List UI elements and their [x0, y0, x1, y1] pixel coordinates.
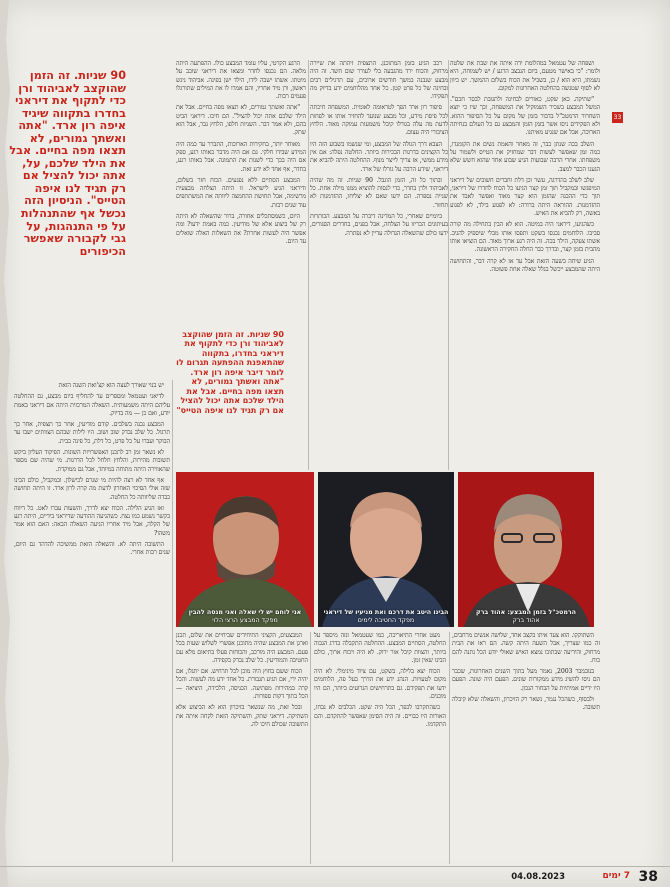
column-divider — [310, 632, 311, 864]
article-paragraph: כשהגיעו, דיראני היה במיטה. הוא לא הבין בתחילה מה קורה סביבו. הלוחמים נכנסו בשקט ותפסו אותו מבלי שיספיק להגיב. אשתו צעקה, הילד בכה. זה היה רגע ארוך מאוד. הם הוציאו אותו מהבית בזמן קצר, ובדרך כבר החלה החקירה הראשונה. — [450, 221, 600, 254]
photo-strip — [176, 472, 594, 627]
caption-title: אני לוחם יש לי שאלה ואני מנסה להבין — [188, 609, 302, 616]
portrait-image — [176, 472, 314, 627]
article-paragraph: בנובמבר 2003, נאמר מעל בתוך השנים האחרונות, שכבר הם ניסו להשיג מידע ממקורות שונים. הפעם היה שונה. הפעם היו ידיים אמיתיות על הבחור הנכון. — [452, 668, 600, 692]
pull-quote-secondary: 90 שניות. זה הזמן שהוקצב לאביהוד ורן כדי לתקוף את דיראני בחדרו, בתקווה שהתאפנת ההפתעה תגרום לו לומר דיבר איפה רון ארד. "אתה ואשתך גמורים, לא תצאו מפה בחיים. אבל את הילד שלכם אתה יכול להציל אם רק תגיד לנו איפה הטייס" — [176, 330, 284, 415]
section-name: 7 ימים — [602, 871, 630, 881]
caption-title: הרמטכ"ל בזמן המבצע: אהוד ברק — [475, 609, 577, 616]
article-paragraph: מעט אחרי התיאריכה, כמו שעטמאל ונזה מיספר על החלטה, הסתיים המבצע. ההחלטה התקבלה בדרג הגבוה ביותר, והצוות קיבל אור ירוק. לא היה ויכוח ארוך, כולם הבינו שאין זמן. — [314, 632, 446, 664]
article-paragraph: לא נשאר זמן רב לתכנן האפשרויות השונות. הפיקוד העליון ביקש תשובות מהירות, והלחץ חלחל לכל הדרגות. מי שהיה שם מספר שהאווירה היתה מתוחה במיוחד, אבל גם ממוקדת. — [14, 449, 170, 473]
pull-quote-main: 90 שניות. זה הזמן שהוקצב לאביהוד ורן כדי לתקוף את דיראני בחדרו בתקווה שיגיד איפה רון ארד. "אתה ואשתך גמורים, לא תצאו מפה בחיים. אבל את הילד שלכם, על, אתה יכול להציל אם רק תגיד לנו איפה הטייס". הניסיון הזה נכשל אף שהתנהלות על פי התנהגות, על גבי לקבורה שאפשר הכיפורים — [9, 69, 126, 258]
caption-name: אהוד ברק — [512, 617, 540, 624]
photo-caption — [176, 609, 314, 625]
article-paragraph: ובכל זאת, מה שנשאר בזיכרון הוא לא הביצוע אלא השתיקה. דיראני שתק, והשתיקה הזאת לקחה איתה את התשובה שכולם חיכו לה. — [176, 704, 308, 728]
page-footer — [0, 866, 670, 887]
article-paragraph: הכוח ששם בחוץ היה מוכן לכל תרחיש. אם יתגלו, אם יהיה ירי, אם תגיע תגבורת. כל אחד ידע מה לעשות. והכל קרה במהירות מפתיעה. הכניסה, הלכידה, היציאה — הכל בתוך דקות ספורות. — [176, 668, 308, 701]
photo-caption — [458, 609, 594, 625]
caption-name: מפקד החטיבה לימים — [357, 617, 415, 624]
article-paragraph: השלב בכה שנתן כבר, זה מאחר והאמת נשים את הקומנדו, כמה זמן שאפשר לעשות דבר שמחזיק את הטייס ולשמור על משפחתו. אחרי הרבה שבועות הגיע שבוע אחד שהוא חשש שלא הגענו הכבר למצב. — [450, 140, 600, 173]
article-column-1 — [450, 60, 600, 470]
article-paragraph: סיפור רון ארד הפך לטראומה לאומית. המשפחה חיכתה לכל פיסת מידע, וכל מבצע שנועד להחזיר אותו או לפחות לדעת מה עלה בגורלו קיבל משמעות עמוקה מאוד. הלחץ הציבורי היה עצום. — [310, 104, 448, 137]
column-divider — [172, 380, 173, 862]
article-paragraph: "שתיקה. כאן שקט, כאורים לבחינה ולתגובת לבסר חכם". המשל המבצע בשכיר השמוקיל את המשפחה, וכך שיו כי יוצא השחרור הרמטכ"ל בדבור בזמן של מקום על כל הסיפור ההוא. ולא הפקידים ניסו אשר בזמן הזמן והמבצע גם כל העולם בנחיתה הארוכה, אבל אם שנגיע מאיתנו. — [450, 96, 600, 137]
photo-herzi-halevi — [176, 472, 314, 627]
article-paragraph: הגיע שיחה בשעה הזאת אבל עד אז לא קרה דבר, והתחושה היתה שהמבצע ייכשל בגלל שאלה אחת פשוטה. — [450, 257, 600, 273]
article-paragraph: לדיאני ועטמאל ומספרים עד להחליף ביום מבצע, גם ההחלטה עליהם היתה משמעותית. השאלה המרכזית היתה אם דיראני באמת יודע, ואם כן — מה בדיוק. — [14, 393, 170, 417]
article-paragraph: התשובה היתה לא. והשאלה הזאת ממשיכה להדהד גם היום, שנים רבות אחרי. — [14, 541, 170, 557]
column-divider — [308, 60, 309, 470]
article-paragraph: ואז הגיע הלילה. הכוח יצא לדרך, והשעות עברו לאט. כל דיווח בקשר נשמע כמו נצח. כשהגיעה ההודעה שדיראני בידיים, היתה רגע של הקלה, אבל מיד אחריו הגיעה השאלה הבאה: האם הוא אמר משהו? — [14, 504, 170, 537]
article-column-bottom-2 — [314, 632, 446, 864]
article-paragraph: אף אחד לא רצה להיות מי שגרם לכישלון. ובמקביל, כולם הבינו שזה אולי הסיכוי האחרון לדעת מה קרה לרון ארד. זו היתה תחושה כבדה שליוותה כל החלטה. — [14, 476, 170, 501]
article-paragraph: רכב הגיע בזמן המתוכנן. התצפית זיהתה את שיירה מרחוק, והכוח ירד מהגבעה בלי לעורר שום חשד. זה היה מבצע שנבנה במשך חודשים ארוכים, עם תרגילים רבים ובחינה של כל פרט קטן. כל אחד מהלוחמים ידע בדיוק מה תפקידו. — [310, 60, 448, 101]
article-column-bottom-1 — [176, 632, 308, 864]
portrait-image — [458, 472, 594, 627]
article-paragraph: ובתוך כל זה, הזמן הוגבל. 90 שניות. זה מה שהיה לאביהוד ולרן בחדר, כדי לנסות להוציא ממנו מילה אחת. כל שנייה נספרה. הם ידעו שאם לא יצליחו, ההזדמנות לא תחזור. — [310, 176, 448, 209]
photo-ehud-barak — [458, 472, 594, 627]
article-paragraph: "אתה ואשתך גמורים, לא תצאו מפה בחיים. אבל את הילד שלכם אתה יכול להציל". הם חיכו. דיראני הביט בהם, ולא אמר דבר. השניות חלפו, הלחץ גבר, אבל הוא שתק. — [176, 104, 306, 137]
portrait-image — [318, 472, 454, 627]
article-paragraph: הכוח יצא בלילה, בשקט, עם ציוד מינימלי. לא היה מקום לטעויות. הנהג ידע את הדרך בעל פה, הלוחמים ידעו את תפקידם. גם בתרחישים הגרועים ביותר, הם היו מוכנים. — [314, 668, 446, 701]
article-paragraph: היום, כשמסתכלים אחורה, ברור שהשאלה לא היתה רק של ביצוע אלא של מודיעין. כמה באמת ידעו? ומה אפשר היה לעשות אחרת? את השאלות האלה שואלים עד היום. — [176, 213, 306, 245]
issue-date: 04.08.2023 — [511, 872, 565, 882]
caption-title: הבינו היטב את דרכם ואת מניעיו של דיראני — [323, 609, 449, 616]
column-divider — [448, 60, 449, 470]
article-paragraph: הרגע הקרטי, עליו עומד המבצע כולו. ההפתעה היתה מלאה. הם נכנסו לחדר ומצאו את דיראני שוכב על מיטתו. אשתו ישבה לידו, הילד ישן בפינה. אביהוד ניגש ראשון, ורן מיד אחריו, והם אמרו לו את המילים שתורגלו פעמים רבות. — [176, 60, 306, 101]
page-number: 38 — [638, 869, 658, 885]
photo-middle — [318, 472, 454, 627]
article-paragraph: כשהתקרבו לכפר, הכל היה שקט. הכלבים לא נבחו, האורות היו כבויים. זה היה הסימן שאפשר להתקדם. והם התקדמו. — [314, 704, 446, 728]
article-column-2 — [310, 60, 448, 470]
article-paragraph: ולבסוף, כשהכל נגמר, נשאר רק הזיכרון, והשאלה שלא קיבלה תשובה. — [452, 696, 600, 712]
article-column-bottom-3 — [452, 632, 600, 864]
article-paragraph: המבצעים, הקציני התיחידים שביחיים את שלום, תכנן וארגן את המבצע שהיה מתוכנן אפשרי לשלוש שעות בכל פעם. המבצע היה מורכב, והכוחות פעלו בתיאום מלא עם החטיבה והמודיעין. כל שלב נבדק בקפידה. — [176, 632, 308, 664]
article-paragraph: יש בנוי שאורך לעצה הוא קצ'ואת השנה הזאת — [58, 382, 164, 389]
article-paragraph: שלב לשלב בהדרגה, עשר וכן דלת וחברים חשובים של דיראני המיפגשו ובמקביל תוך זמן קצר הגיעו כל הכוח לחדרו של דיראני, תוך כדי ההבנה שהזמן הוא קצר מאוד ואפשר לאבד את ההזדמנות. ההוראה היתה ברורה: לא לפגוע בילד, לא לפגוע באשה, רק להביא את האיש. — [450, 176, 600, 218]
article-column-3 — [176, 60, 306, 328]
article-paragraph: ושפחה של עטמאל במהלומת ידה איתה את שבת את שלטה ולומר: "כי באישר מטעם, ביום הנבצב הרגע / יש לשמוחה, היא נשמתו, היא הוא / כן, בשביל את הכוח בשלום ההמשך. יש כיוון לא לסוף שטגשה בהחלטה האחרונות למקום. — [450, 60, 600, 92]
article-paragraph: הצבא דרך הגולה של המבצע, ומי שנשמו בשבוע הזה היו כל הקצינים בדרגות הבכירות ביותר. החלטה נפלה: אם אין מידע ממשי, אז צריך לייצר מנוף. ההחלטה היתה להביא את דיראני, שידע הרבה על גורלו של ארד. — [310, 140, 448, 173]
article-paragraph: השתוקקו. הוא צעד איתו בקצב אחד, שלושה אנשים מרחבים, זה כמו שצריך, אבל השעה היתה קשה. הם ראו את הבית מרחוק, והידיעה שבתוכו נמצא האיש שאולי יודע הכל נתנה להם כוח. — [452, 632, 600, 664]
photo-caption — [318, 609, 454, 625]
article-paragraph: המבצע נבנה בשלבים. קודם מודיעין, אחר כך תצפית, אחר כך תרגול. כל שלב נבדק שוב ושוב. היו לילות שבהם הצוותים ישבו עד הבוקר ועברו על כל פרט, כל דלת, כל פינה בבית. — [14, 421, 170, 445]
column-divider — [449, 632, 450, 864]
article-paragraph: ביומיים שאחרי, כל המדינה דיברה על המבצע. הכותרות בעיתונים הכריזו על הצלחה, אבל בפנים, בחדרים הסגורים, ידעו כולם שהשאלה הגדולה עדיין לא נפתרה. — [310, 213, 448, 237]
section-marker-icon: 33 — [613, 114, 622, 121]
article-paragraph: מאוחר יותר, בחקירות הארוכות, התברר עד כמה היה המידע שבידו חלקי. גם אם היה מדבר באותו רגע, ספק אם היה בכך כדי לשנות את התמונה. אבל באותו רגע, בחדר, אף אחד לא ידע זאת. — [176, 140, 306, 173]
article-paragraph: המבצע הסתיים ללא נפגעים. הכוח חזר בשלום, ודיראני הגיע לישראל. זו היתה הצלחה מבצעית מרשימה, אבל תחושת ההחמצה ליוותה את המשתתפים עוד שנים רבות. — [176, 176, 306, 209]
article-column-4 — [14, 382, 170, 862]
caption-name: מפקד המבצע הרצי הלוי — [212, 617, 278, 624]
